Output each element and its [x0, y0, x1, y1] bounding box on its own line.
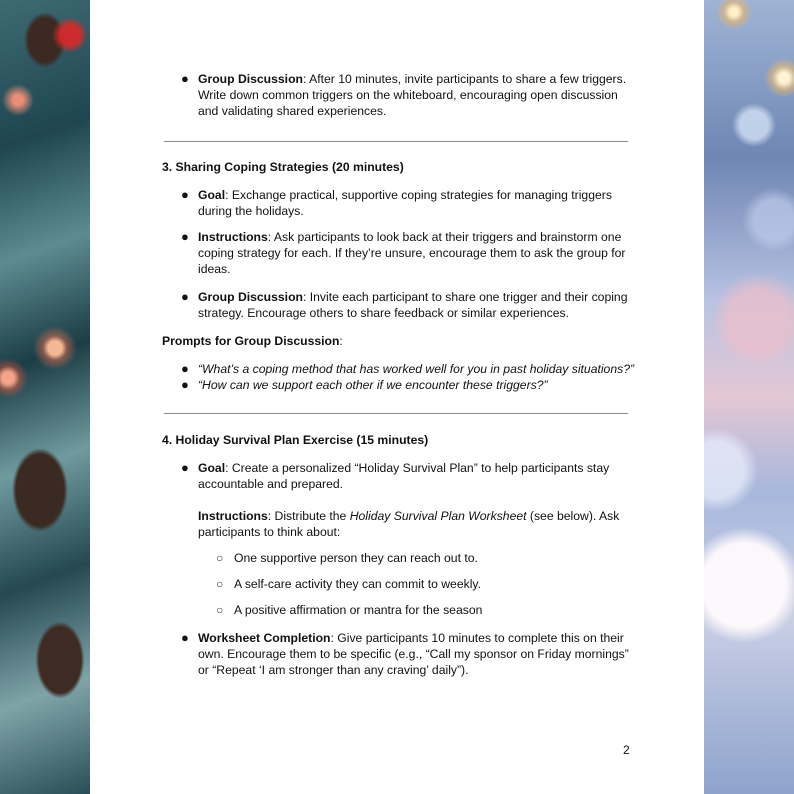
document-page: [90, 0, 704, 794]
bullet-icon: ●: [181, 460, 189, 475]
left-decorative-image-pine-branches: [0, 0, 90, 794]
right-decorative-image-bokeh-lights: [704, 0, 794, 794]
s4-goal-line-1: Goal: Create a personalized “Holiday Survival Plan” to help participants stay: [198, 461, 610, 475]
section-4-heading: 4. Holiday Survival Plan Exercise (15 minutes): [162, 433, 429, 447]
s4-instructions-line-1: Instructions: Distribute the Holiday Survival Plan Worksheet (see below). Ask: [198, 509, 620, 523]
s4-goal-line-2: accountable and prepared.: [198, 477, 344, 491]
s4-worksheet-line-3: or “Repeat ‘I am stronger than any craving’ daily”).: [198, 663, 469, 677]
divider-1: [164, 141, 628, 142]
s3-goal-line-2: during the holidays.: [198, 204, 304, 218]
s3-instructions-line-3: ideas.: [198, 262, 231, 276]
s3-discussion-line-2: strategy. Encourage others to share feedback or similar experiences.: [198, 306, 570, 320]
s3-goal-label: Goal: [198, 188, 226, 202]
s3-discussion-label: Group Discussion: [198, 290, 303, 304]
bullet-icon: ●: [181, 377, 189, 392]
s4-instructions-label: Instructions: [198, 509, 268, 523]
s3-instructions-line-2: coping strategy for each. If they’re unsure, encourage them to ask the group for: [198, 246, 626, 260]
s4-goal-label: Goal: [198, 461, 226, 475]
s3-goal-line-1: Goal: Exchange practical, supportive coping strategies for managing triggers: [198, 188, 612, 202]
hollow-bullet-icon: ○: [216, 603, 224, 617]
worksheet-title: Holiday Survival Plan Worksheet: [349, 509, 527, 523]
top-discussion-line-2: Write down common triggers on the whiteboard, encouraging open discussion: [198, 88, 618, 102]
section-3-heading: 3. Sharing Coping Strategies (20 minutes): [162, 160, 404, 174]
divider-2: [164, 413, 628, 414]
s4-worksheet-line-1: Worksheet Completion: Give participants 10 minutes to complete this on their: [198, 631, 624, 645]
sub-item: A positive affirmation or mantra for the season: [234, 603, 483, 617]
sub-item: A self-care activity they can commit to weekly.: [234, 577, 481, 591]
bullet-icon: ●: [181, 71, 189, 86]
top-discussion-label: Group Discussion: [198, 72, 303, 86]
hollow-bullet-icon: ○: [216, 577, 224, 591]
s4-worksheet-line-2: own. Encourage them to be specific (e.g., “Call my sponsor on Friday mornings”: [198, 647, 629, 661]
prompt-item: “How can we support each other if we encounter these triggers?”: [198, 378, 548, 392]
s3-discussion-line-1: Group Discussion: Invite each participant to share one trigger and their coping: [198, 290, 628, 304]
s4-instructions-line-2: participants to think about:: [198, 525, 341, 539]
top-discussion-line-3: and validating shared experiences.: [198, 104, 387, 118]
top-discussion-line-1: Group Discussion: After 10 minutes, invite participants to share a few triggers.: [198, 72, 627, 86]
s3-instructions-line-1: Instructions: Ask participants to look back at their triggers and brainstorm one: [198, 230, 622, 244]
bullet-icon: ●: [181, 630, 189, 645]
s4-worksheet-label: Worksheet Completion: [198, 631, 331, 645]
sub-item: One supportive person they can reach out to.: [234, 551, 478, 565]
page-number: 2: [623, 743, 630, 757]
prompts-heading: Prompts for Group Discussion:: [162, 334, 343, 348]
bullet-icon: ●: [181, 187, 189, 202]
bullet-icon: ●: [181, 229, 189, 244]
s3-instructions-label: Instructions: [198, 230, 268, 244]
hollow-bullet-icon: ○: [216, 551, 224, 565]
prompt-item: “What’s a coping method that has worked well for you in past holiday situations?”: [198, 362, 635, 376]
bullet-icon: ●: [181, 289, 189, 304]
bullet-icon: ●: [181, 361, 189, 376]
